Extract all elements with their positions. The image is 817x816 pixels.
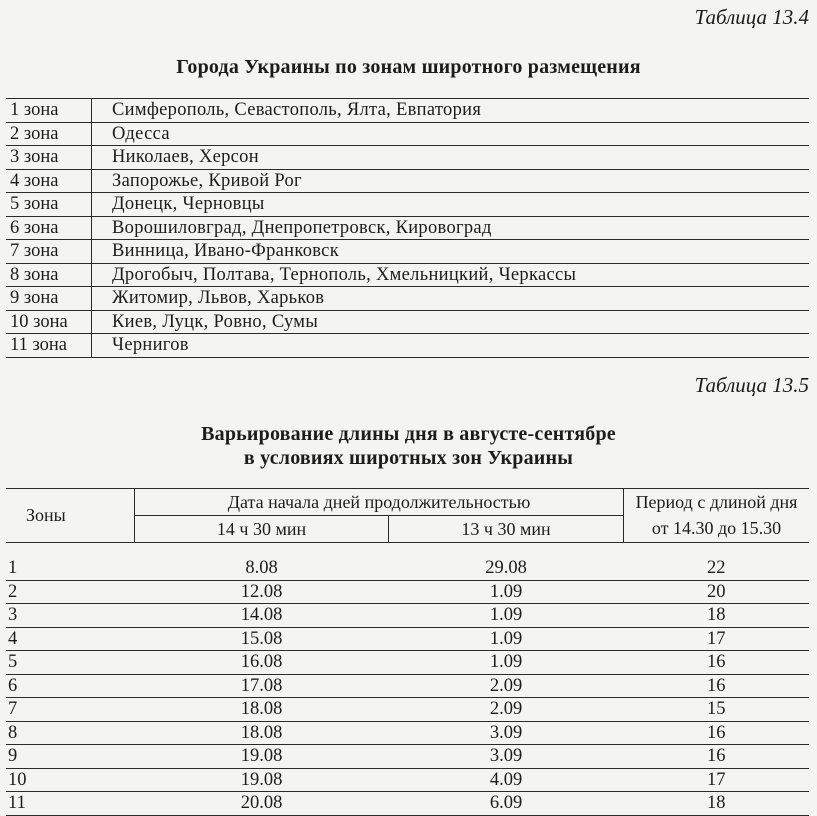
zone-cell: 2 xyxy=(6,580,135,604)
table-row xyxy=(6,193,809,217)
header-zones: Зоны xyxy=(6,489,135,543)
date-1330-cell: 1.09 xyxy=(389,580,624,604)
table-row xyxy=(6,122,809,146)
date-1430-cell: 19.08 xyxy=(135,768,389,792)
period-cell: 20 xyxy=(624,580,810,604)
table-row xyxy=(6,698,809,722)
table-row xyxy=(6,674,809,698)
date-1430-cell: 15.08 xyxy=(135,627,389,651)
date-1430-cell: 8.08 xyxy=(135,543,389,581)
zone-cell: 4 зона xyxy=(6,169,92,193)
date-1330-cell: 1.09 xyxy=(389,651,624,675)
table-row xyxy=(6,745,809,769)
date-1330-cell: 2.09 xyxy=(389,698,624,722)
cities-cell: Николаев, Херсон xyxy=(92,146,810,170)
zone-cell: 6 зона xyxy=(6,216,92,240)
header-1330: 13 ч 30 мин xyxy=(389,516,624,543)
date-1330-cell: 3.09 xyxy=(389,721,624,745)
zone-cell: 5 xyxy=(6,651,135,675)
cities-cell: Житомир, Львов, Харьков xyxy=(92,287,810,311)
date-1430-cell: 17.08 xyxy=(135,674,389,698)
zone-cell: 5 зона xyxy=(6,193,92,217)
zone-cell: 9 зона xyxy=(6,287,92,311)
period-cell: 16 xyxy=(624,651,810,675)
date-1430-cell: 18.08 xyxy=(135,698,389,722)
zone-cell: 3 xyxy=(6,604,135,628)
zone-cell: 10 зона xyxy=(6,310,92,334)
date-1330-cell: 6.09 xyxy=(389,792,624,816)
cities-cell: Чернигов xyxy=(92,334,810,358)
header-period: Период с длиной дня xyxy=(624,489,810,516)
table-row xyxy=(6,216,809,240)
cities-cell: Винница, Ивано-Франковск xyxy=(92,240,810,264)
table1-title: Города Украины по зонам широтного размещения xyxy=(176,56,641,78)
table1-caption: Таблица 13.4 xyxy=(694,5,809,29)
zone-cell: 1 xyxy=(6,543,135,581)
date-1330-cell: 1.09 xyxy=(389,604,624,628)
table2-caption: Таблица 13.5 xyxy=(694,373,809,397)
header-period-range: от 14.30 до 15.30 xyxy=(624,516,810,543)
table-row xyxy=(6,627,809,651)
period-cell: 18 xyxy=(624,792,810,816)
cities-cell: Запорожье, Кривой Рог xyxy=(92,169,810,193)
date-1430-cell: 12.08 xyxy=(135,580,389,604)
date-1330-cell: 3.09 xyxy=(389,745,624,769)
cities-cell: Симферополь, Севастополь, Ялта, Евпатория xyxy=(92,99,810,123)
table2-title-line1: Варьирование длины дня в августе-сентябре xyxy=(201,423,616,445)
period-cell: 16 xyxy=(624,674,810,698)
date-1430-cell: 19.08 xyxy=(135,745,389,769)
zone-cell: 7 xyxy=(6,698,135,722)
zone-cell: 2 зона xyxy=(6,122,92,146)
zone-cell: 10 xyxy=(6,768,135,792)
date-1430-cell: 16.08 xyxy=(135,651,389,675)
header-1430: 14 ч 30 мин xyxy=(135,516,389,543)
table-row xyxy=(6,580,809,604)
zone-cell: 3 зона xyxy=(6,146,92,170)
period-cell: 18 xyxy=(624,604,810,628)
period-cell: 17 xyxy=(624,627,810,651)
table-row xyxy=(6,651,809,675)
period-cell: 22 xyxy=(624,543,810,581)
table-row xyxy=(6,99,809,123)
header-start-date: Дата начала дней продолжительностью xyxy=(135,489,624,516)
date-1330-cell: 4.09 xyxy=(389,768,624,792)
zone-cell: 11 xyxy=(6,792,135,816)
table-row xyxy=(6,604,809,628)
cities-by-zone-table xyxy=(6,98,809,358)
period-cell: 16 xyxy=(624,745,810,769)
table-row xyxy=(6,543,809,581)
cities-cell: Киев, Луцк, Ровно, Сумы xyxy=(92,310,810,334)
cities-cell: Ворошиловград, Днепропетровск, Кировоград xyxy=(92,216,810,240)
table-row xyxy=(6,792,809,816)
table-row xyxy=(6,240,809,264)
table-row xyxy=(6,169,809,193)
date-1430-cell: 18.08 xyxy=(135,721,389,745)
cities-cell: Одесса xyxy=(92,122,810,146)
date-1330-cell: 2.09 xyxy=(389,674,624,698)
period-cell: 16 xyxy=(624,721,810,745)
zone-cell: 9 xyxy=(6,745,135,769)
table-row xyxy=(6,287,809,311)
zone-cell: 7 зона xyxy=(6,240,92,264)
cities-cell: Дрогобыч, Полтава, Тернополь, Хмельницкий, Черкассы xyxy=(92,263,810,287)
date-1330-cell: 29.08 xyxy=(389,543,624,581)
day-length-table xyxy=(6,488,809,816)
date-1330-cell: 1.09 xyxy=(389,627,624,651)
zone-cell: 4 xyxy=(6,627,135,651)
date-1430-cell: 14.08 xyxy=(135,604,389,628)
period-cell: 15 xyxy=(624,698,810,722)
table-row xyxy=(6,310,809,334)
table-row xyxy=(6,146,809,170)
zone-cell: 8 зона xyxy=(6,263,92,287)
zone-cell: 1 зона xyxy=(6,99,92,123)
period-cell: 17 xyxy=(624,768,810,792)
table-row xyxy=(6,334,809,358)
zone-cell: 11 зона xyxy=(6,334,92,358)
cities-cell: Донецк, Черновцы xyxy=(92,193,810,217)
table-row xyxy=(6,768,809,792)
table2-title-line2: в условиях широтных зон Украины xyxy=(243,447,574,469)
zone-cell: 8 xyxy=(6,721,135,745)
table-row xyxy=(6,263,809,287)
date-1430-cell: 20.08 xyxy=(135,792,389,816)
table-row xyxy=(6,721,809,745)
zone-cell: 6 xyxy=(6,674,135,698)
